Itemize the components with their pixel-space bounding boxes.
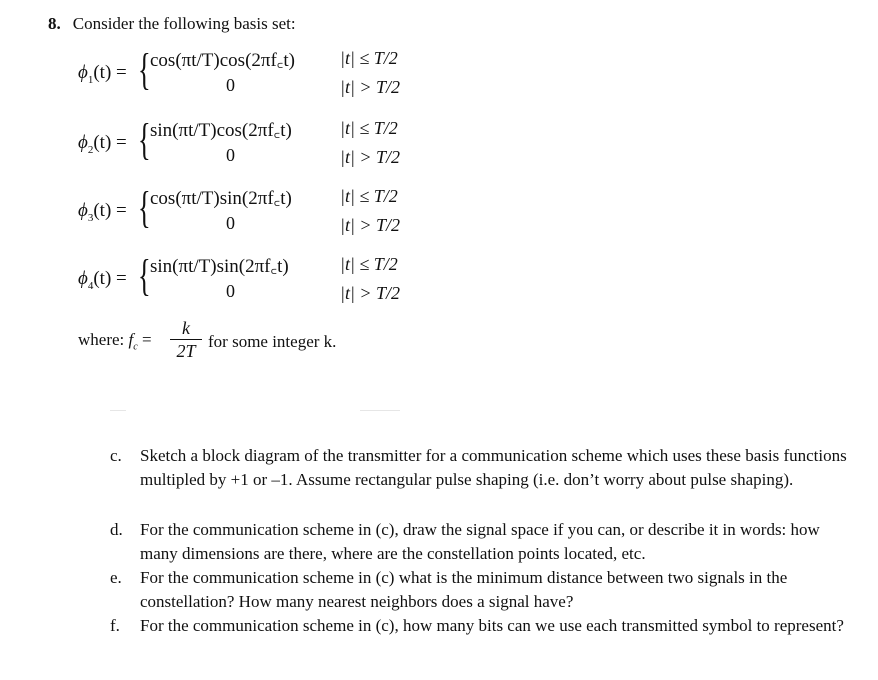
question-label: c. xyxy=(110,446,122,465)
question-text: For the communication scheme in (c), how many bits can we use each transmitted symbol to represent? xyxy=(140,616,844,635)
fraction-k-over-2T xyxy=(170,318,202,361)
phi-2-condition-outside: |t| > T/2 xyxy=(340,147,401,167)
question-c xyxy=(110,444,860,516)
phi-3-zero: 0 xyxy=(226,213,235,233)
phi-2-label: $\phi_2(t)$ = xyxy=(78,132,127,156)
carrier-frequency-symbol: f xyxy=(128,330,134,349)
fraction-numerator: k xyxy=(182,318,190,338)
left-brace: { xyxy=(138,115,151,164)
problem-intro: Consider the following basis set: xyxy=(72,14,296,33)
question-text: For the communication scheme in (c) what is the minimum distance between two signals in the constellation? How many nearest neighbors does a signal have? xyxy=(140,568,788,611)
question-text: For the communication scheme in (c), draw the signal space if you can, or describe it in words: how many dimensions are there, where are the constellation points located, etc. xyxy=(140,520,820,563)
phi-1-zero: 0 xyxy=(226,75,235,95)
question-f xyxy=(110,614,860,662)
problem-heading xyxy=(48,14,296,34)
left-brace: { xyxy=(138,183,151,232)
question-label: f. xyxy=(110,616,120,635)
phi-1-condition-inside: |t| ≤ T/2 xyxy=(340,48,398,68)
phi-3-condition-inside: |t| ≤ T/2 xyxy=(340,186,398,206)
phi-2-expression: sin(πt/T)cos(2πf꜀t) xyxy=(150,120,292,141)
phi-2-zero: 0 xyxy=(226,145,235,165)
faint-artifact xyxy=(360,410,400,411)
basis-equation-2 xyxy=(78,114,438,176)
question-d xyxy=(110,518,860,566)
phi-1-expression: cos(πt/T)cos(2πf꜀t) xyxy=(150,50,295,71)
phi-4-zero: 0 xyxy=(226,281,235,301)
phi-4-label: $\phi_4(t)$ = xyxy=(78,268,127,292)
phi-3-label: $\phi_3(t)$ = xyxy=(78,200,127,224)
phi-3-condition-outside: |t| > T/2 xyxy=(340,215,401,235)
equals-sign: = xyxy=(141,330,152,349)
fraction-bar xyxy=(170,339,202,340)
fraction-denominator: 2T xyxy=(176,341,196,361)
phi-1-condition-outside: |t| > T/2 xyxy=(340,77,401,97)
where-clause xyxy=(78,330,152,352)
phi-4-expression: sin(πt/T)sin(2πf꜀t) xyxy=(150,256,289,277)
question-text: Sketch a block diagram of the transmitter for a communication scheme which uses these basis functions multipled by +1 or –1. Assume rectangular pulse shaping (i.e. don’t worry about pulse shaping). xyxy=(140,446,847,489)
phi-4-condition-outside: |t| > T/2 xyxy=(340,283,401,303)
phi-1-label: $\phi_1(t)$ = xyxy=(78,62,127,86)
question-label: e. xyxy=(110,568,122,587)
problem-number: 8. xyxy=(48,14,61,33)
basis-equation-3 xyxy=(78,182,438,244)
question-label: d. xyxy=(110,520,123,539)
faint-artifact xyxy=(110,410,126,411)
where-prefix: where: xyxy=(78,330,125,349)
phi-4-condition-inside: |t| ≤ T/2 xyxy=(340,254,398,274)
basis-equation-1 xyxy=(78,44,438,106)
where-suffix: for some integer k. xyxy=(208,332,337,351)
question-e xyxy=(110,566,860,614)
left-brace: { xyxy=(138,45,151,94)
basis-equation-4 xyxy=(78,250,438,312)
phi-3-expression: cos(πt/T)sin(2πf꜀t) xyxy=(150,188,292,209)
left-brace: { xyxy=(138,251,151,300)
phi-2-condition-inside: |t| ≤ T/2 xyxy=(340,118,398,138)
carrier-frequency-subscript: c xyxy=(133,341,138,353)
